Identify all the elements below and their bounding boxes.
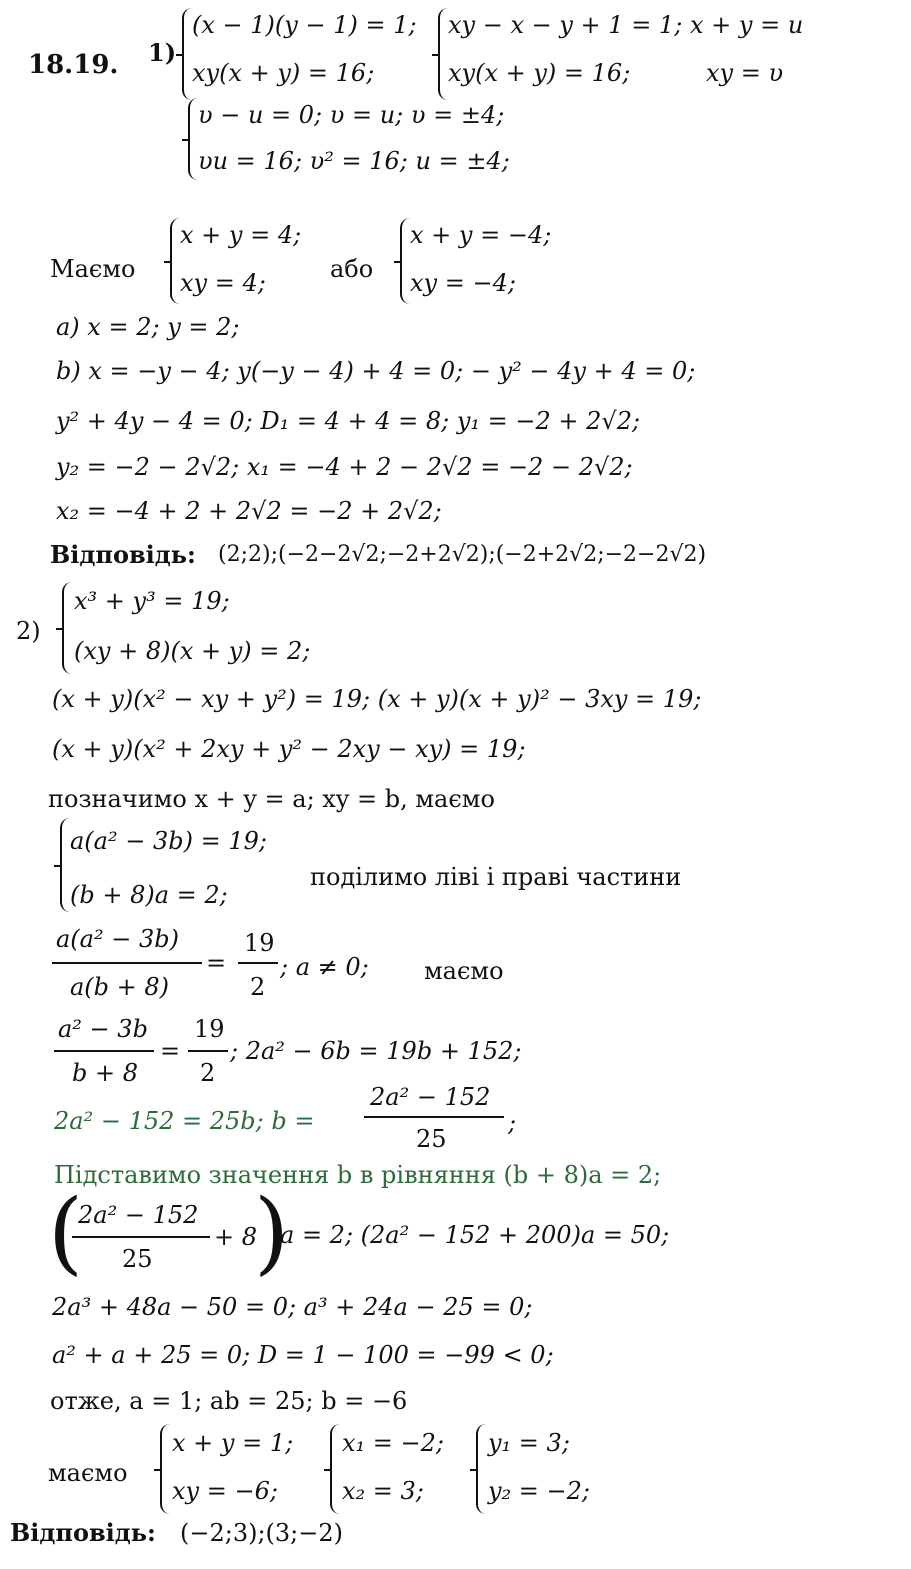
fraction-denominator: 25 [416,1125,447,1153]
system-brace [170,218,180,304]
equation: a(a² − 3b) = 19; [70,827,267,855]
equation: υu = 16; υ² = 16; u = ±4; [198,147,510,175]
fraction-bar [238,962,278,964]
solution-line: x₂ = −4 + 2 + 2√2 = −2 + 2√2; [56,497,442,525]
solution-line: отже, a = 1; ab = 25; b = −6 [50,1387,408,1415]
equation: (x − 1)(y − 1) = 1; [192,11,417,39]
equation: x + y = −4; [410,221,552,249]
fraction-bar [188,1050,228,1052]
fraction-denominator: b + 8 [72,1059,138,1087]
maemo-label: маємо [424,957,504,985]
solution-line: (x + y)(x² − xy + y²) = 19; (x + y)(x + y)² − 3xy = 19; [52,685,702,713]
system-brace [476,1424,486,1514]
maemo-label: Маємо [50,255,136,283]
fraction-bar [72,1236,210,1238]
equation: y₂ = −2; [488,1477,591,1505]
solution-line: ; 2a² − 6b = 19b + 152; [230,1037,522,1065]
solution-line: y² + 4y − 4 = 0; D₁ = 4 + 4 = 8; y₁ = −2 + 2√2; [56,407,641,435]
left-paren: ( [48,1180,84,1285]
equals-sign: = [160,1037,181,1065]
part1-label: 1) [148,38,177,67]
fraction-numerator: 2a² − 152 [370,1083,491,1111]
equation: xy = 4; [180,269,266,297]
answer-value: (2;2);(−2−2√2;−2+2√2);(−2+2√2;−2−2√2) [218,542,707,567]
substitution-text: Підставимо значення b в рівняння (b + 8)a = 2; [54,1161,662,1189]
system-brace [182,8,192,100]
equation: x₂ = 3; [342,1477,424,1505]
answer-label: Відповідь: [50,540,196,569]
equation: x³ + y³ = 19; [74,587,230,615]
fraction-bar [364,1116,504,1118]
fraction-numerator: a(a² − 3b) [56,925,179,953]
part2-label: 2) [16,617,41,645]
answer-value: (−2;3);(3;−2) [180,1519,344,1547]
solution-line: b) x = −y − 4; y(−y − 4) + 4 = 0; − y² − 4y + 4 = 0; [56,357,696,385]
system-brace [62,582,72,674]
solution-line: 2a³ + 48a − 50 = 0; a³ + 24a − 25 = 0; [52,1293,533,1321]
system-brace [330,1424,340,1514]
equation: xy(x + y) = 16; [192,59,375,87]
right-paren: ) [254,1180,290,1285]
fraction-denominator: 2 [200,1059,216,1087]
answer-label: Відповідь: [10,1518,156,1547]
equation: x + y = 1; [172,1429,294,1457]
substitution: x + y = u [690,11,804,39]
semicolon: ; [508,1109,517,1137]
solution-line: a = 2; (2a² − 152 + 200)a = 50; [280,1221,670,1249]
equation: y₁ = 3; [488,1429,570,1457]
equation: x + y = 4; [180,221,302,249]
fraction-denominator: a(b + 8) [70,973,170,1001]
system-brace [160,1424,170,1514]
solution-line: y₂ = −2 − 2√2; x₁ = −4 + 2 − 2√2 = −2 − 2√2; [56,453,633,481]
system-brace [438,8,448,100]
solution-line: позначимо x + y = a; xy = b, маємо [48,785,495,813]
fraction-numerator: 19 [244,929,275,957]
fraction-numerator: a² − 3b [58,1015,148,1043]
equation: υ − u = 0; υ = u; υ = ±4; [198,101,505,129]
equation: xy = −4; [410,269,516,297]
fraction-numerator: 19 [194,1015,225,1043]
fraction-denominator: 25 [122,1245,153,1273]
solution-line: a² + a + 25 = 0; D = 1 − 100 = −99 < 0; [52,1341,554,1369]
equation: (b + 8)a = 2; [70,881,228,909]
equation: x₁ = −2; [342,1429,444,1457]
solution-line: 2a² − 152 = 25b; b = [54,1107,315,1135]
equation: xy(x + y) = 16; [448,59,631,87]
maemo-label: маємо [48,1459,128,1487]
equation: xy − x − y + 1 = 1; [448,11,683,39]
fraction-bar [54,1050,154,1052]
fraction-denominator: 2 [250,973,266,1001]
fraction-bar [52,962,202,964]
plus-term: + 8 [214,1223,258,1251]
problem-number: 18.19. [28,50,119,80]
equals-sign: = [206,949,227,977]
solution-line: (x + y)(x² + 2xy + y² − 2xy − xy) = 19; [52,735,526,763]
solution-line: ; a ≠ 0; [280,953,369,981]
substitution: xy = υ [706,59,784,87]
system-brace [188,98,198,180]
system-brace [60,818,70,912]
system-brace [400,218,410,304]
equation: xy = −6; [172,1477,278,1505]
fraction-numerator: 2a² − 152 [78,1201,199,1229]
abo-label: або [330,255,374,283]
equation: (xy + 8)(x + y) = 2; [74,637,311,665]
solution-line: a) x = 2; y = 2; [56,313,240,341]
divide-note: поділимо ліві і праві частини [310,863,682,891]
